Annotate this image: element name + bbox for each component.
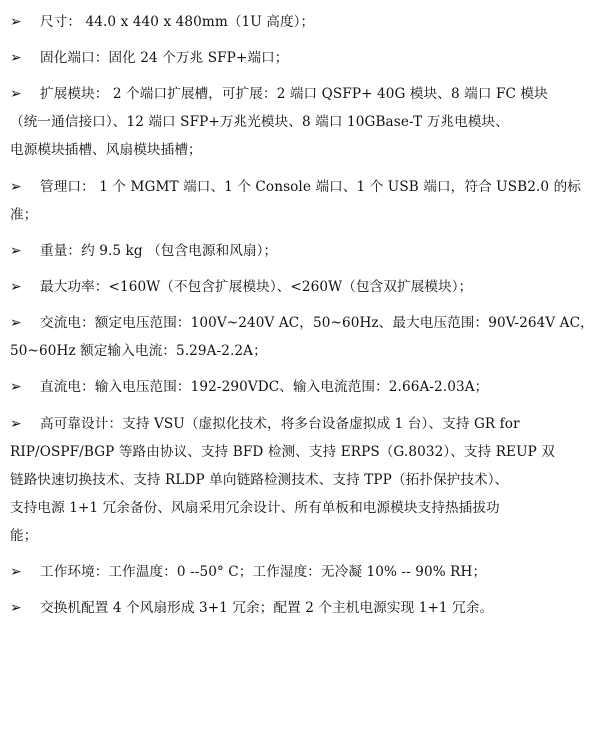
spec-item-size: [10, 8, 601, 36]
text-line: 固化端口：固化 24 个万兆 SFP+端口；: [40, 50, 289, 67]
spec-text: [10, 173, 601, 229]
spec-item-ac-power: [10, 309, 601, 365]
spec-text: [40, 373, 601, 401]
text-line: 直流电：输入电压范围：192-290VDC、输入电流范围：2.66A-2.03A；: [40, 379, 489, 396]
arrow-bullet-icon: ➢: [10, 50, 22, 67]
text-line: 管理口： 1 个 MGMT 端口、1 个 Console 端口、1 个 USB 端口，符合 USB2.0 的标: [40, 178, 581, 195]
text-line: RIP/OSPF/BGP 等路由协议、支持 BFD 检测、支持 ERPS（G.8032）、支持 REUP 双: [10, 443, 555, 460]
spec-text: [40, 44, 601, 72]
arrow-bullet-icon: ➢: [10, 278, 22, 295]
arrow-bullet-icon: ➢: [10, 379, 22, 396]
spec-item-expansion-modules: [10, 80, 601, 164]
spec-item-fixed-ports: [10, 44, 601, 72]
text-line: （统一通信接口）、12 端口 SFP+万兆光模块、8 端口 10GBase-T 万兆电模块、: [10, 114, 509, 131]
spec-item-dc-power: [10, 373, 601, 401]
arrow-bullet-icon: ➢: [10, 178, 22, 195]
spec-item-redundancy: [10, 594, 601, 622]
spec-text: [40, 8, 601, 36]
text-line: 支持电源 1+1 冗余备份、风扇采用冗余设计、所有单板和电源模块支持热插拔功: [10, 499, 500, 516]
text-line: 高可靠设计：支持 VSU（虚拟化技术，将多台设备虚拟成 1 台）、支持 GR for: [40, 415, 520, 432]
text-line: 电源模块插槽、风扇模块插槽；: [10, 142, 202, 159]
text-line: 最大功率：<160W（不包含扩展模块）、<260W（包含双扩展模块）；: [40, 278, 473, 295]
spec-item-high-reliability: [10, 410, 601, 550]
spec-text: [10, 410, 601, 550]
arrow-bullet-icon: ➢: [10, 415, 22, 432]
text-line: 交流电：额定电压范围：100V~240V AC，50~60Hz、最大电压范围：90V-264V AC，: [40, 315, 594, 332]
arrow-bullet-icon: ➢: [10, 86, 22, 103]
arrow-bullet-icon: ➢: [10, 315, 22, 332]
spec-item-max-power: [10, 273, 601, 301]
text-line: 扩展模块： 2 个端口扩展槽，可扩展：2 端口 QSFP+ 40G 模块、8 端口 FC 模块: [40, 86, 548, 103]
arrow-bullet-icon: ➢: [10, 242, 22, 259]
arrow-bullet-icon: ➢: [10, 563, 22, 580]
text-line: 工作环境：工作温度：0 --50° C；工作湿度：无冷凝 10% -- 90% RH；: [40, 563, 487, 580]
spec-item-management-ports: [10, 173, 601, 229]
spec-item-environment: [10, 558, 601, 586]
spec-text: [40, 273, 601, 301]
text-line: 链路快速切换技术、支持 RLDP 单向链路检测技术、支持 TPP（拓扑保护技术）、: [10, 471, 509, 488]
arrow-bullet-icon: ➢: [10, 14, 22, 30]
text-line: 尺寸： 44.0 x 440 x 480mm（1U 高度）；: [40, 14, 315, 30]
spec-text: [40, 237, 601, 265]
text-line: 准；: [10, 206, 38, 223]
spec-item-weight: [10, 237, 601, 265]
spec-text: [10, 309, 601, 365]
arrow-bullet-icon: ➢: [10, 599, 22, 616]
text-line: 交换机配置 4 个风扇形成 3+1 冗余；配置 2 个主机电源实现 1+1 冗余。: [40, 599, 494, 616]
spec-text: [10, 80, 601, 164]
text-line: 能；: [10, 527, 38, 544]
spec-text: [40, 594, 601, 622]
text-line: 重量：约 9.5 kg （包含电源和风扇）；: [40, 242, 278, 259]
spec-text: [40, 558, 601, 586]
text-line: 50~60Hz 额定输入电流：5.29A-2.2A；: [10, 343, 267, 360]
